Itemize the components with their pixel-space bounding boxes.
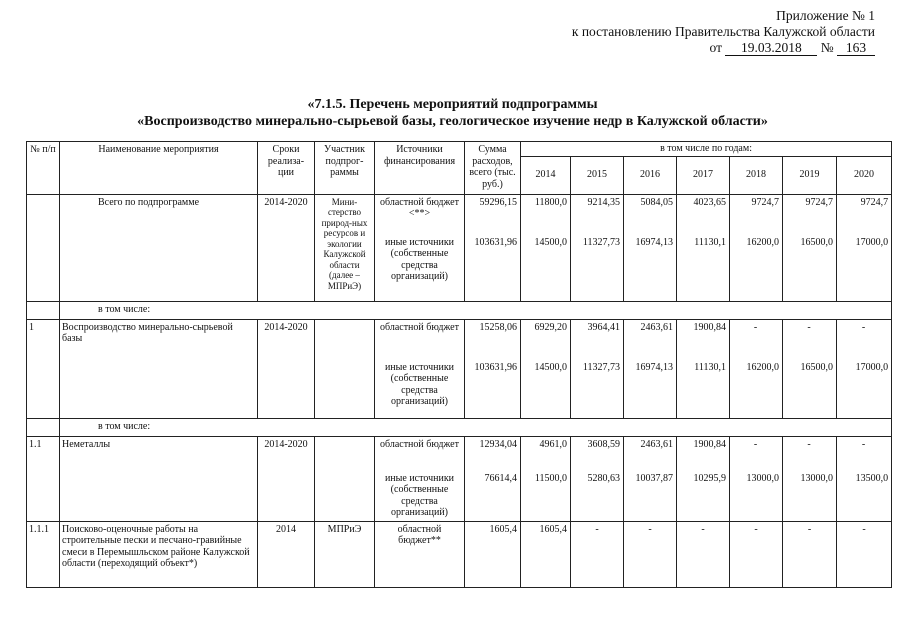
total-regional: 15258,06 xyxy=(479,321,517,333)
year-value: 14500,0 xyxy=(534,361,567,373)
header-participant: Участник подпрог-раммы xyxy=(315,142,375,195)
total-other: 103631,96 xyxy=(474,361,517,373)
year-cell xyxy=(730,436,783,521)
header-year: 2015 xyxy=(571,156,624,194)
table-row-1-1-1 xyxy=(27,521,892,587)
row-terms: 2014-2020 xyxy=(258,194,315,301)
year-cell xyxy=(730,319,783,418)
year-value: 4961,0 xyxy=(539,438,567,450)
year-cell xyxy=(730,194,783,301)
year-cell xyxy=(521,436,571,521)
year-value: 5084,05 xyxy=(640,196,673,208)
year-value: 16500,0 xyxy=(800,236,833,248)
year-cell xyxy=(677,436,730,521)
source-regional: областной бюджет xyxy=(379,438,459,450)
header-year: 2017 xyxy=(677,156,730,194)
year-value: 14500,0 xyxy=(534,236,567,248)
document-title-line2: «Воспроизводство минерально-сырьевой базы, геологическое изучение недр в Калужской области» xyxy=(137,114,768,129)
source-other: иные источники (собственные средства организаций) xyxy=(384,236,455,282)
total-other: 103631,96 xyxy=(474,236,517,248)
year-value: 9724,7 xyxy=(751,196,779,208)
source-other: иные источники (собственные средства организаций) xyxy=(384,472,455,518)
year-value: 13000,0 xyxy=(746,472,779,484)
year-value: 3964,41 xyxy=(587,321,620,333)
row-sources xyxy=(375,521,465,587)
year-value: 4023,65 xyxy=(693,196,726,208)
table-row-1 xyxy=(27,319,892,418)
row-sources xyxy=(375,194,465,301)
appendix-block xyxy=(572,8,875,56)
year-value: 16974,13 xyxy=(635,236,673,248)
table-row-1-1 xyxy=(27,436,892,521)
row-sources xyxy=(375,319,465,418)
year-value: - xyxy=(571,521,624,587)
source-regional: областной бюджет** xyxy=(397,523,442,546)
year-value: 11130,1 xyxy=(694,361,726,373)
row-participant xyxy=(315,319,375,418)
source-regional: областной бюджет xyxy=(379,321,459,333)
row-num: 1 xyxy=(27,319,60,418)
appendix-date: 19.03.2018 xyxy=(725,41,817,56)
row-participant xyxy=(315,436,375,521)
year-value: 9724,7 xyxy=(860,196,889,208)
total-regional: 12934,04 xyxy=(479,438,517,450)
year-value: 17000,0 xyxy=(855,361,889,373)
year-value: - xyxy=(861,438,866,450)
header-year: 2020 xyxy=(837,156,892,194)
document-title-line1: «7.1.5. Перечень мероприятий подпрограммы xyxy=(307,97,598,112)
number-label: № xyxy=(820,40,834,55)
row-terms: 2014 xyxy=(258,521,315,587)
year-cell xyxy=(837,319,892,418)
year-value: 16500,0 xyxy=(800,361,833,373)
year-value: 9724,7 xyxy=(805,196,833,208)
total-regional: 59296,15 xyxy=(479,196,517,208)
year-cell xyxy=(624,436,677,521)
year-value: - xyxy=(753,321,758,333)
source-other: иные источники (собственные средства организаций) xyxy=(384,361,455,407)
row-name: Воспроизводство минерально-сырьевой базы xyxy=(60,319,258,418)
row-sources xyxy=(375,436,465,521)
year-value: - xyxy=(624,521,677,587)
total-other: 76614,4 xyxy=(484,472,517,484)
year-value: 11500,0 xyxy=(534,472,567,484)
year-value: 5280,63 xyxy=(587,472,620,484)
year-value: - xyxy=(753,438,758,450)
row-total xyxy=(465,319,521,418)
appendix-line2: к постановлению Правительства Калужской области xyxy=(571,24,875,39)
year-value: 9214,35 xyxy=(587,196,620,208)
row-total: 1605,4 xyxy=(465,521,521,587)
appendix-line1: Приложение № 1 xyxy=(776,8,875,23)
row-total xyxy=(465,436,521,521)
header-year: 2019 xyxy=(783,156,837,194)
year-value: 1900,84 xyxy=(693,321,726,333)
header-total: Сумма расходов, всего (тыс. руб.) xyxy=(465,142,521,195)
header-sources: Источники финансирования xyxy=(375,142,465,195)
year-cell xyxy=(571,319,624,418)
year-value: - xyxy=(730,521,783,587)
year-value: 10037,87 xyxy=(635,472,673,484)
year-cell xyxy=(677,194,730,301)
year-value: 11327,73 xyxy=(582,236,620,248)
row-terms: 2014-2020 xyxy=(258,319,315,418)
year-value: 17000,0 xyxy=(855,236,889,248)
year-value: 6929,20 xyxy=(534,321,567,333)
table-row-including xyxy=(27,301,892,319)
year-cell xyxy=(521,319,571,418)
measures-table xyxy=(26,141,892,588)
row-terms: 2014-2020 xyxy=(258,436,315,521)
year-cell xyxy=(837,436,892,521)
from-label: от xyxy=(709,40,722,55)
header-terms: Сроки реализа-ции xyxy=(258,142,315,195)
year-cell xyxy=(783,436,837,521)
year-value: - xyxy=(807,321,811,333)
year-value: - xyxy=(807,438,811,450)
year-value: - xyxy=(861,321,866,333)
including-label: в том числе: xyxy=(60,301,892,319)
header-year: 2016 xyxy=(624,156,677,194)
header-row-1 xyxy=(27,142,892,157)
header-name: Наименование мероприятия xyxy=(60,142,258,195)
source-regional: областной бюджет <**> xyxy=(379,196,459,219)
header-year: 2018 xyxy=(730,156,783,194)
year-value: 13000,0 xyxy=(800,472,833,484)
header-by-years: в том числе по годам: xyxy=(521,142,892,157)
year-value: 2463,61 xyxy=(640,321,673,333)
row-name: Всего по подпрограмме xyxy=(60,194,258,301)
row-num xyxy=(27,301,60,319)
year-value: - xyxy=(677,521,730,587)
year-cell xyxy=(571,194,624,301)
year-value: 11130,1 xyxy=(694,236,726,248)
header-num: № п/п xyxy=(27,142,60,195)
table-row-total xyxy=(27,194,892,301)
row-num: 1.1.1 xyxy=(27,521,60,587)
year-value: 11800,0 xyxy=(534,196,567,208)
year-cell xyxy=(837,194,892,301)
year-cell xyxy=(783,194,837,301)
including-label: в том числе: xyxy=(60,418,892,436)
year-value: 16200,0 xyxy=(746,361,779,373)
year-value: - xyxy=(837,521,892,587)
row-participant: МПРиЭ xyxy=(315,521,375,587)
row-num xyxy=(27,194,60,301)
year-value: 16974,13 xyxy=(635,361,673,373)
year-value: 1900,84 xyxy=(693,438,726,450)
year-cell xyxy=(624,194,677,301)
year-value: 10295,9 xyxy=(693,472,726,484)
table-row-including xyxy=(27,418,892,436)
year-value: 11327,73 xyxy=(582,361,620,373)
row-total xyxy=(465,194,521,301)
appendix-number: 163 xyxy=(837,41,875,56)
year-cell xyxy=(624,319,677,418)
year-value: 16200,0 xyxy=(746,236,779,248)
year-cell xyxy=(571,436,624,521)
row-num xyxy=(27,418,60,436)
row-num: 1.1 xyxy=(27,436,60,521)
row-participant: Мини-стерство природ-ных ресурсов и экологии Калужской области (далее – МПРиЭ) xyxy=(315,194,375,301)
appendix-line3 xyxy=(572,40,875,56)
header-year: 2014 xyxy=(521,156,571,194)
year-value: 3608,59 xyxy=(587,438,620,450)
row-name: Неметаллы xyxy=(60,436,258,521)
year-value: - xyxy=(783,521,837,587)
year-value: 13500,0 xyxy=(855,472,889,484)
year-cell xyxy=(677,319,730,418)
year-value: 2463,61 xyxy=(640,438,673,450)
row-name: Поисково-оценочные работы на строительные пески и песчано-гравийные смеси в Перемышльском районе Калужской области (переходящий объект*) xyxy=(60,521,258,587)
year-cell xyxy=(521,194,571,301)
year-cell xyxy=(783,319,837,418)
year-value: 1605,4 xyxy=(521,521,571,587)
